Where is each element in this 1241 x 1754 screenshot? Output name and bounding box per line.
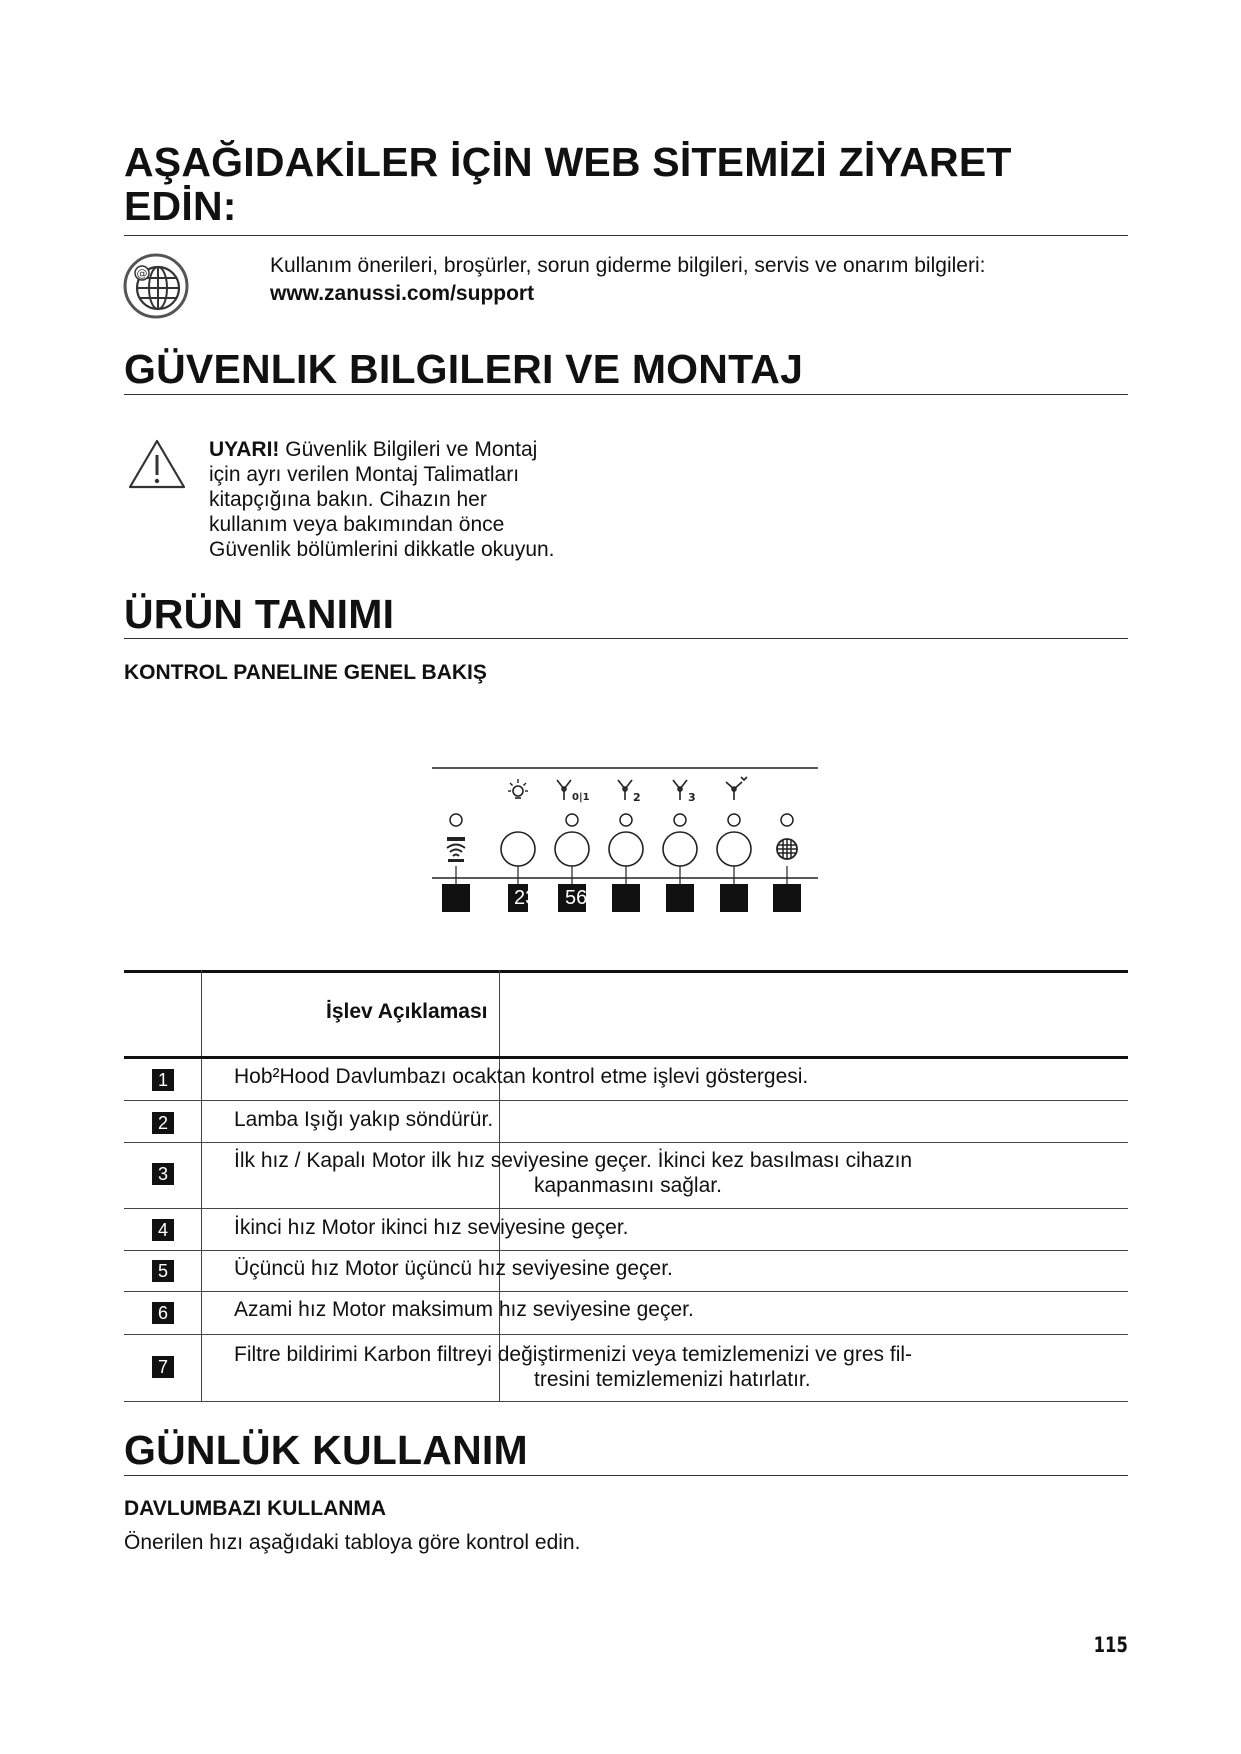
web-section-title: AŞAĞIDAKİLER İÇİN WEB SİTEMİZİ ZİYARET EDİN:: [124, 139, 1012, 229]
web-description: Kullanım önerileri, broşürler, sorun giderme bilgileri, servis ve onarım bilgileri:: [270, 254, 986, 277]
divider: [124, 638, 1128, 639]
panel-callout-5: [612, 884, 640, 912]
product-section-title: ÜRÜN TANIMI: [124, 591, 395, 637]
table-header-rule: [124, 1056, 1128, 1059]
warning-text: UYARI! Güvenlik Bilgileri ve Montaj için ayrı verilen Montaj Talimatları kitapçığına bakın. Cihazın her kullanım veya bakımından önce Güvenlik bölümlerini dikkatle okuyun.: [209, 438, 555, 561]
divider: [124, 235, 1128, 236]
fan-0-1-icon: [554, 776, 594, 806]
panel-callout-1: [442, 884, 470, 912]
divider: [124, 1475, 1128, 1476]
wifi-hob2hood-icon: [443, 835, 469, 863]
panel-callout-label-567: 567: [565, 887, 599, 909]
divider: [124, 394, 1128, 395]
globe-at-icon: [122, 252, 190, 320]
table-bottom-rule: [124, 1401, 1128, 1402]
support-link[interactable]: www.zanussi.com/support: [270, 282, 535, 305]
daily-use-section-title: GÜNLÜK KULLANIM: [124, 1427, 528, 1473]
control-panel-subtitle: KONTROL PANELINE GENEL BAKIŞ: [124, 661, 487, 684]
safety-section-title: GÜVENLIK BILGILERI VE MONTAJ: [124, 346, 804, 392]
lamp-icon: [505, 777, 531, 803]
warning-triangle-icon: [127, 438, 187, 490]
panel-callout-label-23: 23: [514, 887, 537, 909]
svg-text:3: 3: [688, 791, 696, 804]
table-header: İşlev Açıklaması: [326, 1000, 488, 1023]
fan-2-icon: [615, 776, 647, 806]
fan-max-icon: [722, 774, 752, 804]
svg-text:@: @: [136, 267, 148, 280]
panel-callout-7: [720, 884, 748, 912]
filter-grid-icon: [775, 837, 799, 861]
table-col-divider: [201, 970, 202, 1402]
fan-3-icon: [670, 776, 702, 806]
page-number: 115: [1093, 1633, 1128, 1657]
svg-text:0|1: 0|1: [572, 792, 590, 803]
panel-callout-6: [666, 884, 694, 912]
hood-usage-text: Önerilen hızı aşağıdaki tabloya göre kontrol edin.: [124, 1531, 581, 1554]
control-panel-diagram: [430, 760, 820, 920]
table-top-rule: [124, 970, 1128, 973]
svg-text:2: 2: [633, 791, 641, 804]
panel-callout-8: [773, 884, 801, 912]
hood-usage-subtitle: DAVLUMBAZI KULLANMA: [124, 1497, 387, 1520]
